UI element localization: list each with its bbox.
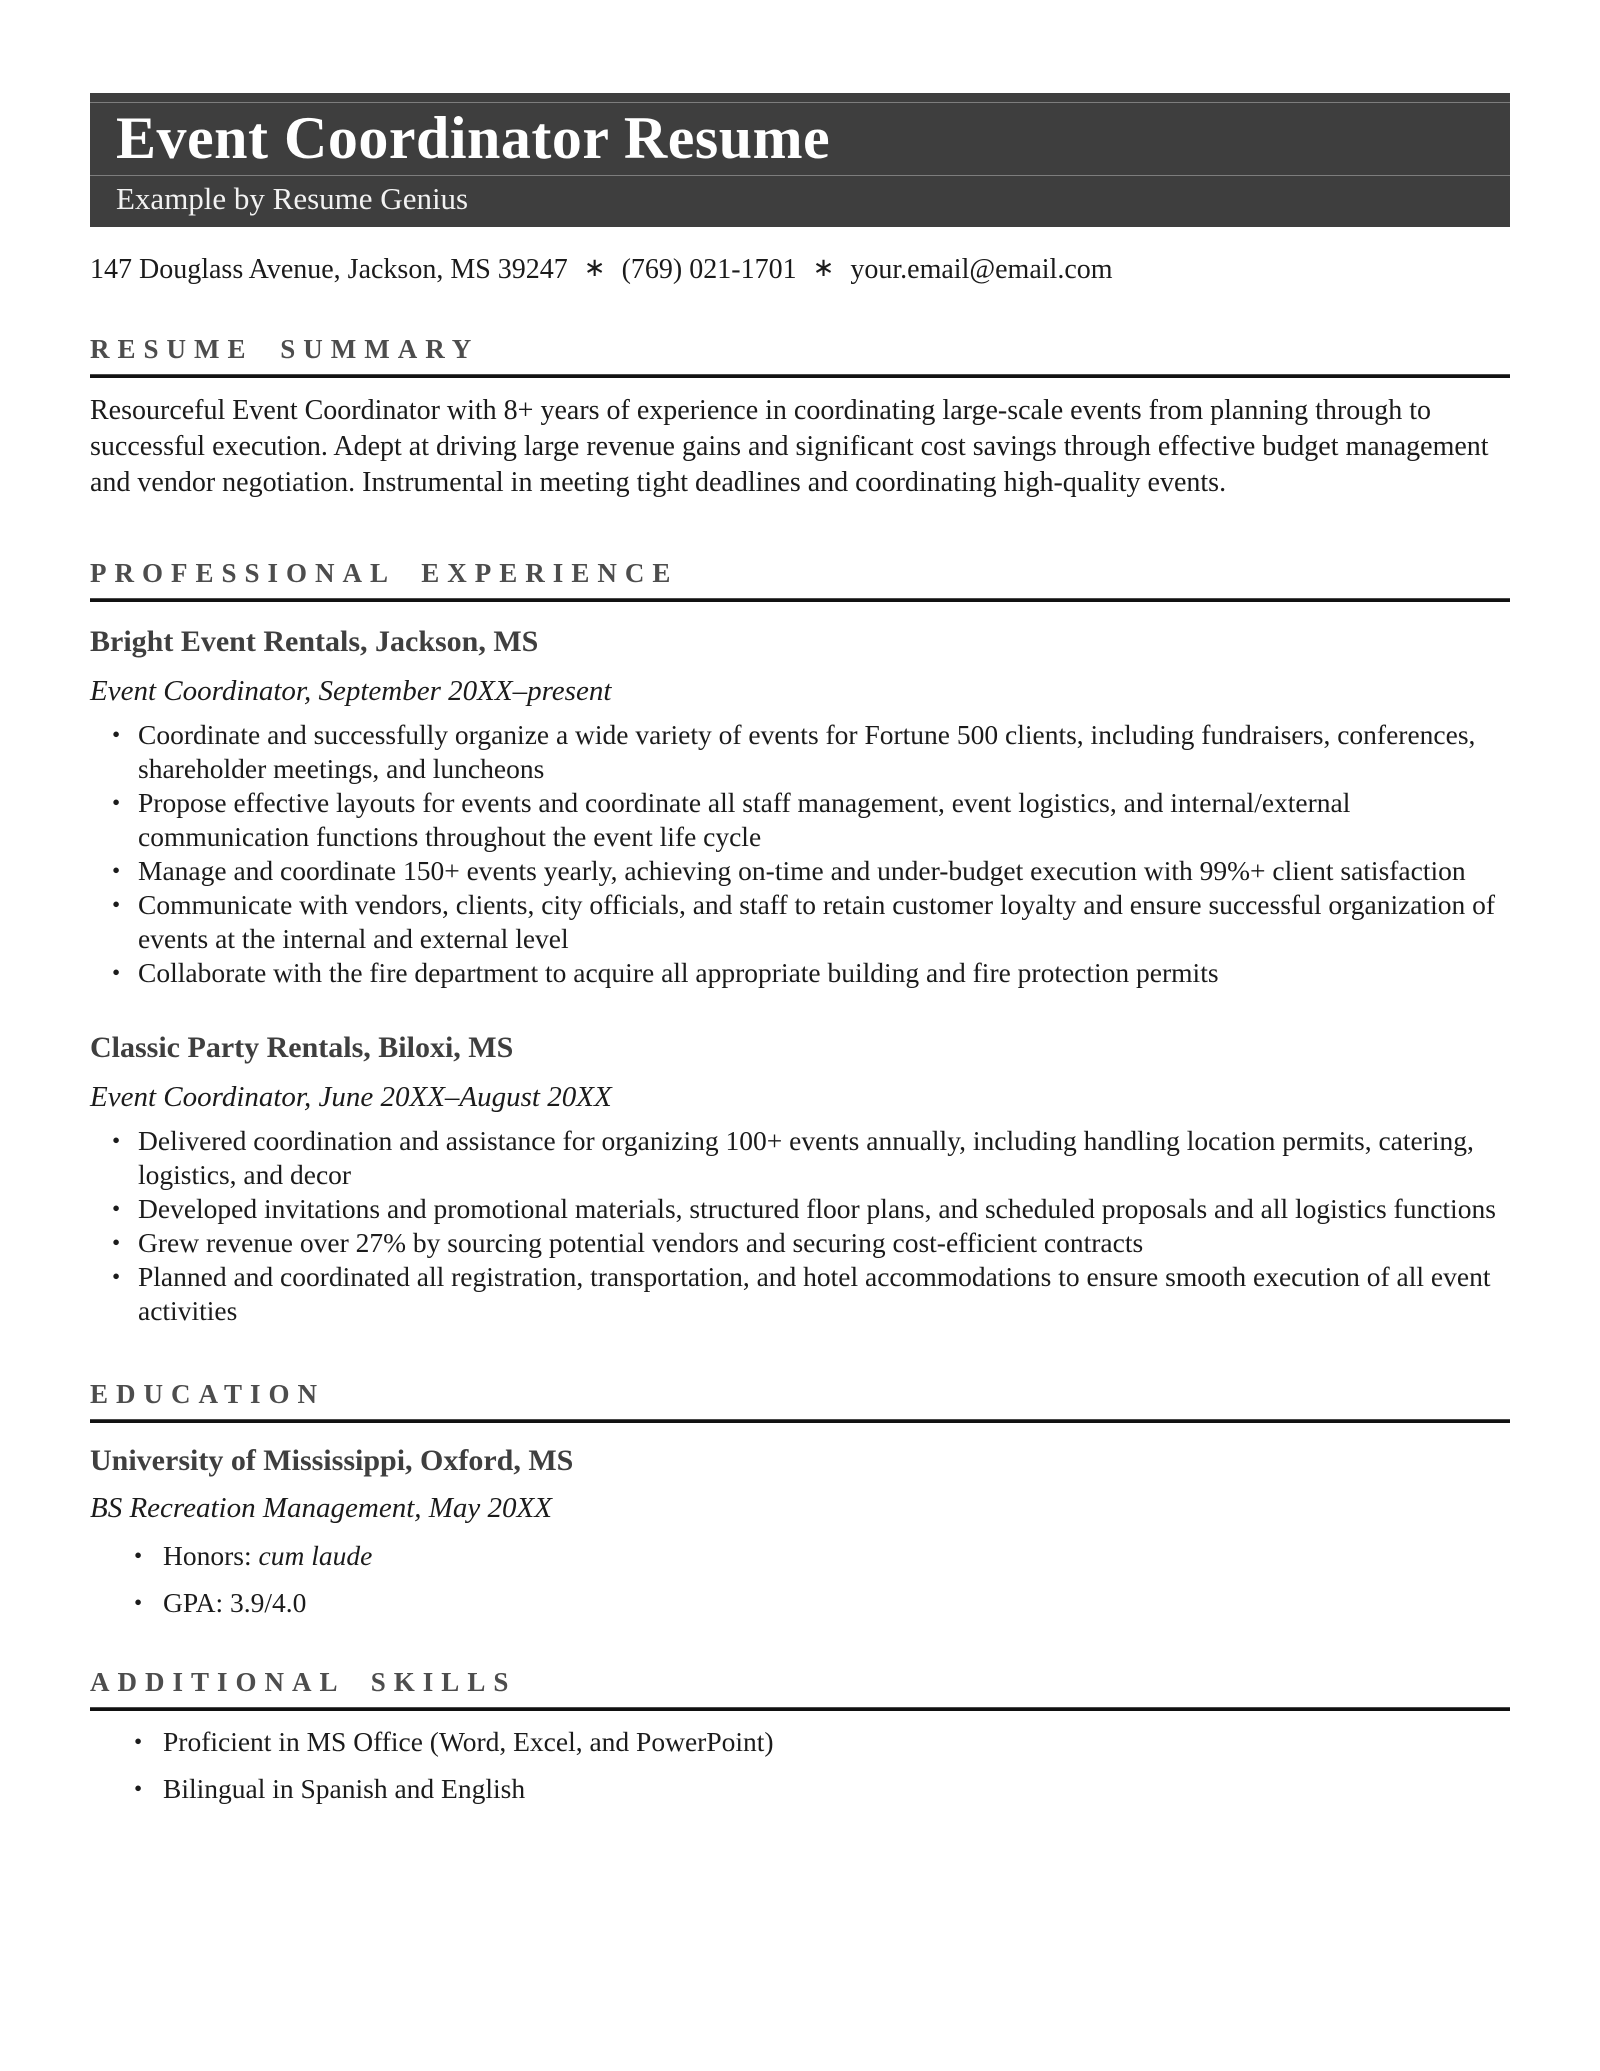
contact-line bbox=[90, 253, 1510, 287]
section-rule bbox=[90, 374, 1510, 378]
bullet-item: • Coordinate and successfully organize a wide variety of events for Fortune 500 clients, including fundraisers, conferences, shareholder meetings, and luncheons bbox=[90, 718, 1510, 786]
section-rule bbox=[90, 1419, 1510, 1423]
contact-phone: (769) 021-1701 bbox=[621, 254, 797, 285]
bullet-item: • Developed invitations and promotional materials, structured floor plans, and scheduled proposals and all logistics functions bbox=[90, 1192, 1510, 1226]
bullet-item: • Delivered coordination and assistance for organizing 100+ events annually, including handling location permits, catering, logistics, and decor bbox=[90, 1124, 1510, 1192]
contact-separator: ∗ bbox=[583, 253, 606, 282]
contact-address: 147 Douglass Avenue, Jackson, MS 39247 bbox=[90, 254, 568, 285]
job-bullet-list bbox=[90, 718, 1510, 990]
page-subtitle: Example by Resume Genius bbox=[90, 175, 1510, 227]
bullet-item: • Collaborate with the fire department to acquire all appropriate building and fire protection permits bbox=[90, 956, 1510, 990]
bullet-item: • GPA: 3.9/4.0 bbox=[90, 1586, 1510, 1620]
job-title-line: Event Coordinator, June 20XX–August 20XX bbox=[90, 1081, 612, 1113]
bullet-item: • Manage and coordinate 150+ events yearly, achieving on-time and under-budget execution with 99%+ client satisfaction bbox=[90, 854, 1510, 888]
school-name: University of Mississippi, Oxford, MS bbox=[90, 1444, 574, 1477]
section-heading-education: EDUCATION bbox=[90, 1379, 326, 1409]
contact-email: your.email@email.com bbox=[850, 254, 1113, 285]
bullet-item-text: Honors: bbox=[163, 1540, 259, 1571]
employer-name: Classic Party Rentals, Biloxi, MS bbox=[90, 1031, 514, 1064]
job-bullet-list bbox=[90, 1124, 1510, 1328]
bullet-item: • Propose effective layouts for events and coordinate all staff management, event logistics, and internal/external communication functions throughout the event life cycle bbox=[90, 786, 1510, 854]
header-top-strip bbox=[90, 93, 1510, 103]
education-bullet-list bbox=[90, 1539, 1510, 1620]
degree-line: BS Recreation Management, May 20XX bbox=[90, 1492, 552, 1524]
section-rule bbox=[90, 1707, 1510, 1711]
summary-paragraph: Resourceful Event Coordinator with 8+ years of experience in coordinating large-scale events from planning through to successful execution. Adept at driving large revenue gains and significant cost savings through effective budget management and vendor negotiation. Instrumental in meeting tight deadlines and coordinating high-quality events. bbox=[90, 395, 1489, 498]
section-heading-additional-skills: ADDITIONAL SKILLS bbox=[90, 1667, 517, 1697]
section-heading-professional-experience: PROFESSIONAL EXPERIENCE bbox=[90, 558, 679, 588]
header-banner bbox=[90, 93, 1510, 227]
bullet-item: • Grew revenue over 27% by sourcing potential vendors and securing cost-efficient contracts bbox=[90, 1226, 1510, 1260]
bullet-item: • Communicate with vendors, clients, city officials, and staff to retain customer loyalty and ensure successful organization of events at the internal and external level bbox=[90, 888, 1510, 956]
section-rule bbox=[90, 598, 1510, 602]
skills-bullet-list bbox=[90, 1725, 1510, 1806]
bullet-item: • Planned and coordinated all registration, transportation, and hotel accommodations to ensure smooth execution of all event activities bbox=[90, 1260, 1510, 1328]
page-title: Event Coordinator Resume bbox=[116, 105, 831, 171]
bullet-item: • Bilingual in Spanish and English bbox=[90, 1772, 1510, 1806]
section-heading-resume-summary: RESUME SUMMARY bbox=[90, 334, 480, 364]
contact-separator: ∗ bbox=[812, 253, 835, 282]
bullet-item-emphasis: cum laude bbox=[258, 1540, 373, 1571]
job-title-line: Event Coordinator, September 20XX–present bbox=[90, 675, 612, 707]
bullet-item: • Proficient in MS Office (Word, Excel, and PowerPoint) bbox=[90, 1725, 1510, 1759]
employer-name: Bright Event Rentals, Jackson, MS bbox=[90, 625, 539, 658]
bullet-item bbox=[90, 1539, 1510, 1573]
